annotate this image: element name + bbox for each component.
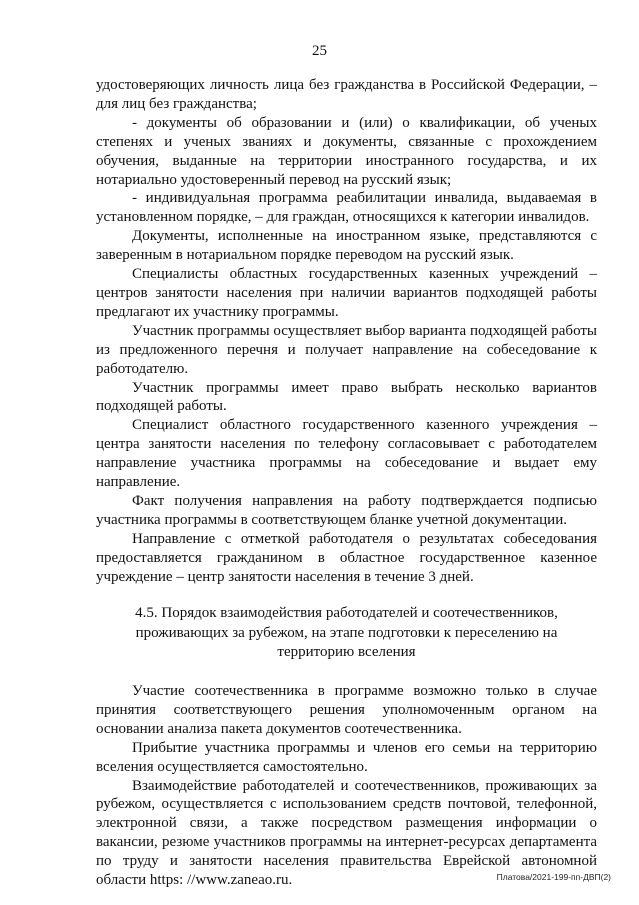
paragraph: удостоверяющих личность лица без гражданства в Российской Федерации, – для лиц без гражданства; — [96, 77, 597, 112]
paragraph: Прибытие участника программы и членов его семьи на территорию вселения осуществляется самостоятельно. — [96, 739, 597, 775]
paragraph: Документы, исполненные на иностранном языке, представляются с заверенным в нотариальном порядке переводом на русский язык. — [96, 228, 597, 264]
paragraph: - документы об образовании и (или) о квалификации, об ученых степенях и ученых званиях и документы, связанные с прохождением обучения, выданные на территории иностранного государства, и их нотариально удостоверенный перевод на русский язык; — [96, 114, 597, 188]
paragraph: Направление с отметкой работодателя о результатах собеседования предоставляется гражданином в областное государственное казенное учреждение – центр занятости населения в течение 3 дней. — [96, 530, 597, 585]
paragraph: Факт получения направления на работу подтверждается подписью участника программы в соответствующем бланке учетной документации. — [96, 492, 597, 528]
section-heading-line: проживающих за рубежом, на этапе подготовки к переселению на — [135, 624, 558, 641]
document-body — [96, 76, 597, 890]
section-heading-line: территорию вселения — [277, 644, 416, 661]
section-heading-line: 4.5. Порядок взаимодействия работодателей и соотечественников, — [135, 605, 558, 622]
page-number: 25 — [312, 43, 327, 59]
paragraph: Участник программы имеет право выбрать несколько вариантов подходящей работы. — [96, 379, 597, 415]
paragraph: Участие соотечественника в программе возможно только в случае принятия соответствующего решения уполномоченным органом на основании анализа пакета документов соотечественника. — [96, 682, 597, 737]
paragraph: - индивидуальная программа реабилитации инвалида, выдаваемая в установленном порядке, – для граждан, относящихся к категории инвалидов. — [96, 190, 597, 226]
paragraph: Взаимодействие работодателей и соотечественников, проживающих за рубежом, осуществляется с использованием средств почтовой, телефонной, электронной связи, а также посредством размещения информации о вакансии, резюме участников программы на интернет-ресурсах департамента по труду и занятости населения правительства Еврейской автономной области https: //www.zaneao.ru. — [96, 777, 597, 889]
document-footer-code: Платова/2021-199-пп-ДВП(2) — [496, 872, 611, 882]
paragraph: Участник программы осуществляет выбор варианта подходящей работы из предложенного перечня и получает направление на собеседование к работодателю. — [96, 322, 597, 377]
section-heading — [96, 604, 597, 663]
paragraph: Специалист областного государственного казенного учреждения – центра занятости населения по телефону согласовывает с работодателем направление участника программы на собеседование и выдает ему направление. — [96, 417, 597, 491]
paragraph: Специалисты областных государственных казенных учреждений – центров занятости населения при наличии вариантов подходящей работы предлагают их участнику программы. — [96, 266, 597, 320]
